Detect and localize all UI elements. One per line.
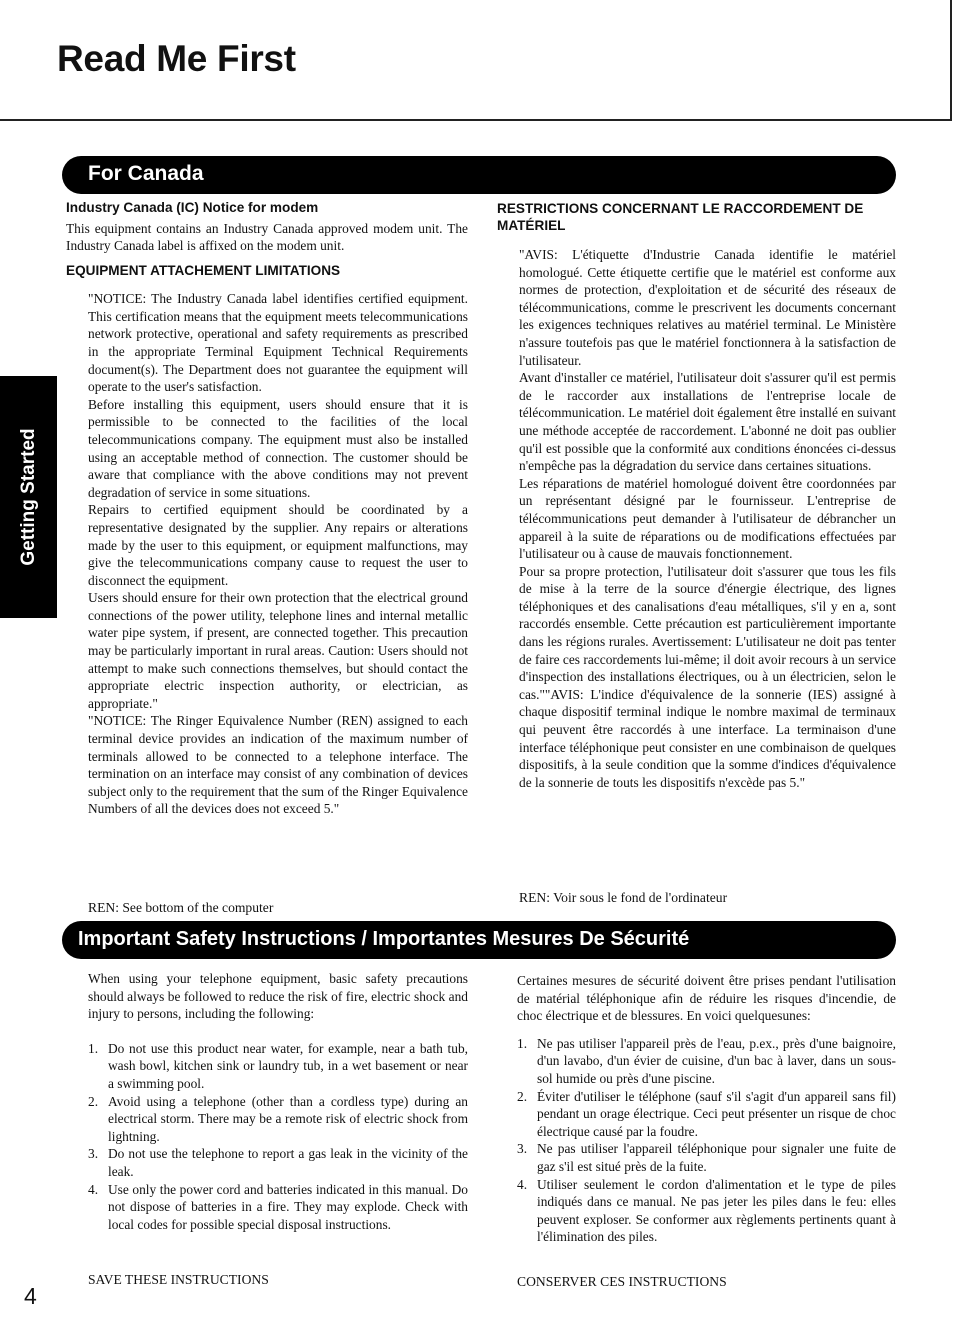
safety-french-column xyxy=(517,972,896,1246)
equipment-limitations-heading: EQUIPMENT ATTACHEMENT LIMITATIONS xyxy=(66,262,341,278)
side-tab-label: Getting Started xyxy=(17,428,39,566)
avis-paragraph: "AVIS: L'étiquette d'Industrie Canada identifie le matériel homologué. Cette étiquette certifie que le matériel est conforme aux normes de protection, d'exploitation et de sécurité des réseaux de télécommunications, comme le prescrivent les documents concernant les exigences techniques relatives au matériel terminal. Le Ministère n'assure toutefois pas que le matériel fonctionnera à la satisfaction de l'utilisateur. xyxy=(519,247,896,368)
save-instructions-french: CONSERVER CES INSTRUCTIONS xyxy=(517,1274,727,1289)
section-banner-safety xyxy=(62,921,896,959)
canada-english-column xyxy=(66,200,468,818)
canada-french-column xyxy=(497,201,896,791)
notice-paragraph: Before installing this equipment, users should ensure that it is permissible to be connected to the facilities of the local telecommunications company. The equipment must also be installed using an acceptable method of connection. The customer should be aware that compliance with the above conditions may not prevent degradation of service in some situations. xyxy=(88,396,468,500)
list-item: 1. Ne pas utiliser l'appareil près de l'eau, p.ex., près d'une baignoire, d'un lavabo, d'un évier de cuisine, d'un bac à laver, dans un sous-sol humide ou près d'une piscine. xyxy=(517,1035,896,1086)
ic-notice-heading: Industry Canada (IC) Notice for modem xyxy=(66,200,319,215)
notice-paragraph: Users should ensure for their own protection that the electrical ground connections of the power utility, telephone lines and internal metallic water pipe system, if present, are connected together. This precaution may be particularly important in rural areas. Caution: Users should not attempt to make such connections themselves, but should contact the appropriate electric inspection authority, or electrician, as appropriate." xyxy=(88,590,468,711)
ren-note-english: REN: See bottom of the computer xyxy=(88,900,274,915)
section-banner-label: Important Safety Instructions / Importantes Mesures De Sécurité xyxy=(78,928,690,950)
list-item: 1. Do not use this product near water, for example, near a bath tub, wash bowl, kitchen sink or laundry tub, in a wet basement or near a swimming pool. xyxy=(88,1040,468,1091)
page-number: 4 xyxy=(24,1283,37,1309)
list-item: 3. Do not use the telephone to report a gas leak in the vicinity of the leak. xyxy=(88,1146,468,1179)
notice-paragraph: Repairs to certified equipment should be coordinated by a representative designated by the supplier. Any repairs or alterations made by the user to this equipment, or equipment malfunctions, may give the telecommunications company cause to request the user to disconnect the equipment. xyxy=(88,502,468,588)
side-tab-getting-started xyxy=(0,376,57,618)
section-banner-for-canada xyxy=(62,156,896,194)
avis-paragraph: Pour sa propre protection, l'utilisateur doit s'assurer que tous les fils de mise à la terre de la source d'énergie électrique, des lignes téléphoniques et des canalisations d'eau métalliques, s'il y en a, sont raccordés ensemble. Cette précaution est particulièrement importante dans les régions rurales. Avertissement: L'utilisateur ne doit pas tenter de faire ces raccordements lui-même; il doit avoir recours à un service d'inspection des installations électriques, ou à un électricien, selon le cas.""AVIS: L'indice d'équivalence de la sonnerie (IES) assigné à chaque dispositif terminal indique le nombre maximal de terminaux qui peuvent être raccordés à une interface. La terminaison d'une interface téléphonique peut consister en une combinaison de quelques dispositifs, à la seule condition que la somme d'indices d'équivalence de la sonnerie de touts les dispositifs n'excède pas 5." xyxy=(519,563,896,790)
safety-intro-english: When using your telephone equipment, basic safety precautions should always be followed to reduce the risk of fire, electric shock and injury to persons, including the following: xyxy=(88,971,468,1022)
list-item: 4. Utiliser seulement le cordon d'alimentation et le type de piles indiqués dans ce manual. Ne pas jeter les piles dans le feu: elles peuvent exploser. Se conformer aux règlements pertinents quant à l'élimination des piles. xyxy=(517,1176,896,1245)
restrictions-body xyxy=(497,246,896,791)
section-banner-label: For Canada xyxy=(88,162,204,185)
list-item: 2. Éviter d'utiliser le téléphone (sauf s'il s'agit d'un appareil sans fil) pendant un orage électrique. Ceci peut présenter un risque de choc électrique causé par la foudre. xyxy=(517,1088,896,1139)
safety-list-english xyxy=(88,1040,468,1234)
header-edge-rule xyxy=(950,0,952,121)
avis-paragraph: Avant d'installer ce matériel, l'utilisateur doit s'assurer qu'il est permis de le raccorder aux installations de l'entreprise locale de télécommunication. Le matériel doit également être installé en suivant une méthode acceptée de raccordement. L'abonné ne doit pas oublier qu'il est possible que la conformité aux conditions énoncées ci-dessus n'empêche pas la dégradation du service dans certaines situations. xyxy=(519,370,896,474)
page-title: Read Me First xyxy=(57,38,296,79)
notice-paragraph: "NOTICE: The Industry Canada label identifies certified equipment. This certification means that the equipment meets telecommunications network protective, operational and safety requirements as prescribed in the appropriate Terminal Equipment Technical Requirements document(s). The Department does not guarantee the equipment will operate to the user's satisfaction. xyxy=(88,291,468,395)
safety-list-french xyxy=(517,1035,896,1246)
list-item: 3. Ne pas utiliser l'appareil téléphonique pour signaler une fuite de gaz s'il est situé près de la fuite. xyxy=(517,1141,896,1174)
avis-paragraph: Les réparations de matériel homologué doivent être coordonnées par un représentant désigné par le fournisseur. L'entreprise de télécommunications peut demander à l'utilisateur de débrancher un appareil à la suite de réparations ou de modifications effectuées par l'utilisateur ou à cause de mauvais fonctionnement. xyxy=(519,475,896,562)
equipment-limitations-body xyxy=(66,290,468,818)
save-instructions-english: SAVE THESE INSTRUCTIONS xyxy=(88,1272,269,1287)
list-item: 2. Avoid using a telephone (other than a cordless type) during an electrical storm. There may be a remote risk of electric shock from lightning. xyxy=(88,1093,468,1144)
ren-note-french: REN: Voir sous le fond de l'ordinateur xyxy=(519,890,728,905)
safety-intro-french: Certaines mesures de sécurité doivent être prises pendant l'utilisation de matérial téléphonique afin de réduire les risques d'incendie, de choc électrique et de blessures. En voici quelquesunes: xyxy=(517,973,896,1024)
restrictions-heading: RESTRICTIONS CONCERNANT LE RACCORDEMENT DE MATÉRIEL xyxy=(497,201,864,233)
safety-english-column xyxy=(88,970,468,1233)
list-item: 4. Use only the power cord and batteries indicated in this manual. Do not dispose of batteries in a fire. They may explode. Check with local codes for possible special disposal instructions. xyxy=(88,1181,468,1232)
header-rule xyxy=(0,119,951,121)
notice-paragraph: "NOTICE: The Ringer Equivalence Number (REN) assigned to each terminal device provides an indication of the maximum number of terminals allowed to be connected to a telephone interface. The termination on an interface may consist of any combination of devices subject only to the requirement that the sum of the Ringer Equivalence Numbers of all the devices does not exceed 5." xyxy=(88,713,468,817)
ic-notice-intro: This equipment contains an Industry Canada approved modem unit. The Industry Canada label is affixed on the modem unit. xyxy=(66,220,468,254)
